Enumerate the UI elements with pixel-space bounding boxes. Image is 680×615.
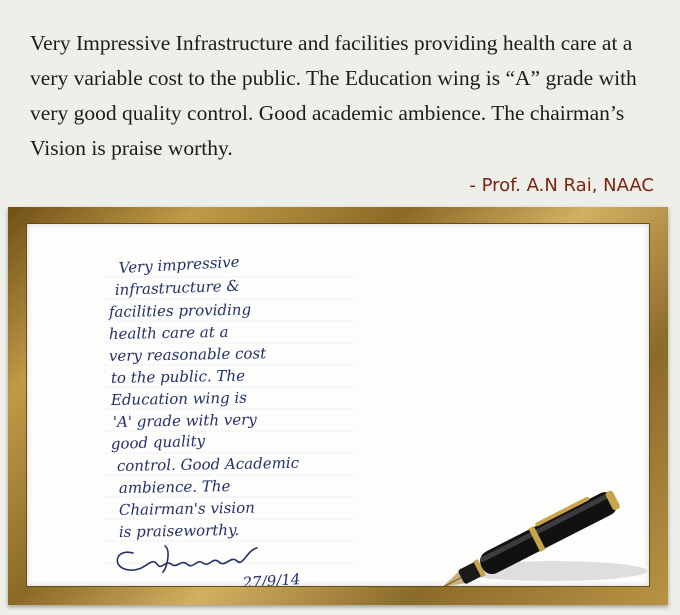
note-line: 'A' grade with very	[112, 410, 257, 431]
testimonial-quote: Very Impressive Infrastructure and facilities providing health care at a very variable cost to the public. The Education wing is “A” grade with very good quality control. Good academic ambience. The chairman’s Vision is praise worthy.	[30, 31, 637, 160]
note-line: very reasonable cost	[108, 344, 267, 365]
fountain-pen-icon	[422, 479, 650, 587]
note-date: 27/9/14	[242, 570, 301, 592]
note-line: to the public. The	[110, 366, 246, 387]
note-line: infrastructure &	[114, 276, 241, 299]
note-line: is praiseworthy.	[118, 520, 240, 541]
handwritten-note-card	[26, 223, 650, 592]
note-line: facilities providing	[108, 300, 252, 321]
note-line: Very impressive	[118, 252, 241, 277]
note-line: ambience. The	[118, 477, 231, 497]
signature-scribble	[117, 546, 257, 572]
note-line: control. Good Academic	[116, 453, 300, 475]
note-line: Chairman's vision	[118, 498, 255, 519]
note-line: health care at a	[108, 322, 229, 343]
note-line: good quality	[110, 431, 206, 453]
gold-picture-frame	[8, 207, 668, 605]
note-line: Education wing is	[110, 388, 248, 409]
testimonial-attribution: - Prof. A.N Rai, NAAC	[469, 175, 654, 196]
handwritten-note	[105, 250, 355, 592]
